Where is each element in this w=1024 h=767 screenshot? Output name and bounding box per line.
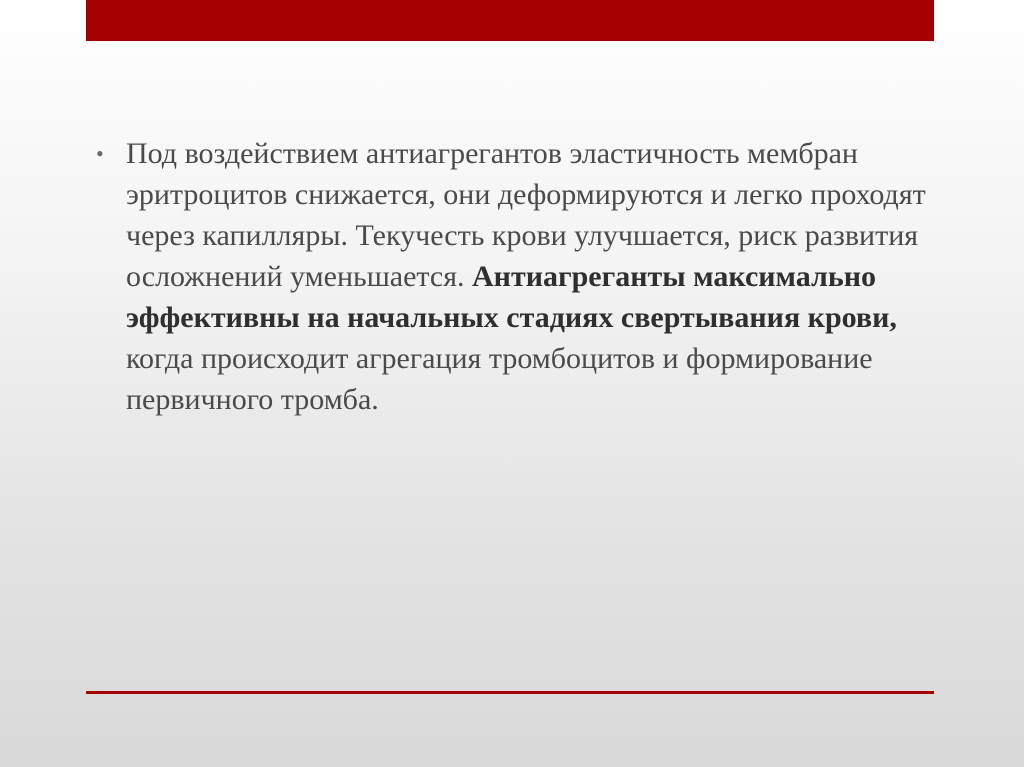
- bottom-accent-rule: [86, 691, 934, 694]
- bullet-text-part2: когда происходит агрегация тромбоцитов и формирование первичного тромба.: [126, 342, 873, 416]
- bullet-text-part1: Под воздействием антиагрегантов эластичность мембран эритроцитов снижается, они деформируются и легко проходят через капилляры. Текучесть крови улучшается, риск развития осложнений уменьшается.: [126, 137, 926, 293]
- bullet-item: [96, 133, 926, 420]
- slide-content: [96, 133, 926, 420]
- bullet-text: [126, 133, 926, 420]
- bullet-text-bold: Антиагреганты максимально эффективны на начальных стадиях свертывания крови,: [126, 260, 897, 334]
- bullet-marker: •: [96, 141, 104, 166]
- top-accent-bar: [86, 0, 934, 41]
